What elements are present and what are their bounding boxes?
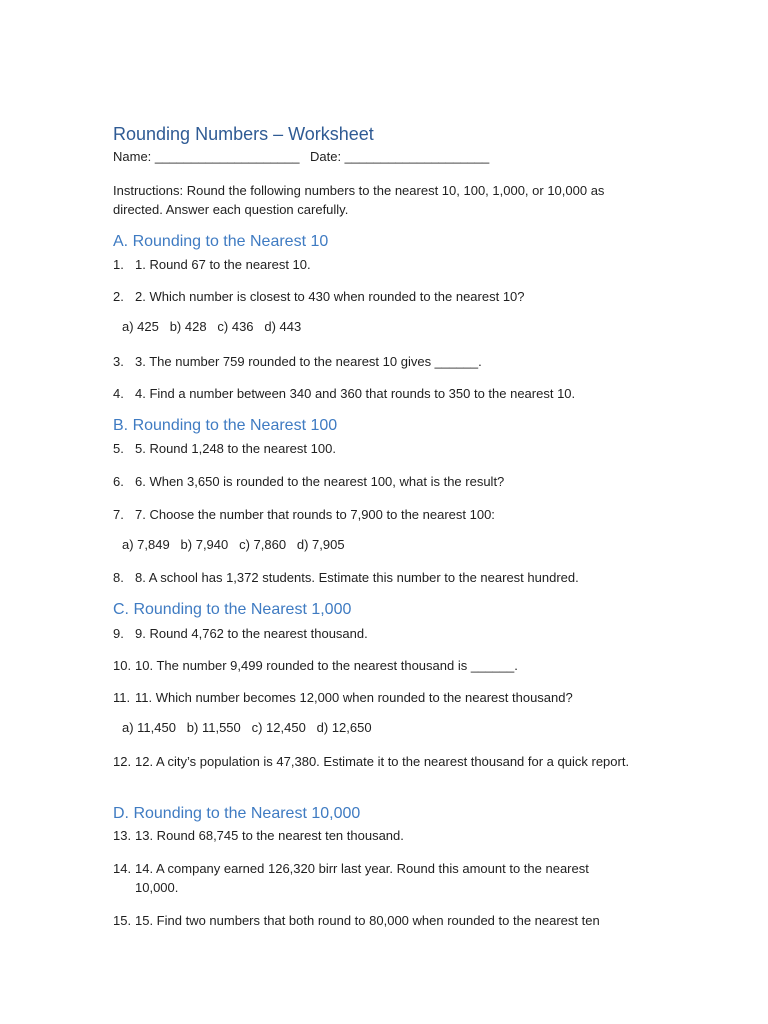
question-number: 4. xyxy=(113,386,124,401)
question-number: 8. xyxy=(113,570,124,585)
question-number: 2. xyxy=(113,289,124,304)
instructions-text: Instructions: Round the following numbers to the nearest 10, 100, 1,000, or 10,000 as directed. Answer each question carefully. xyxy=(113,183,605,217)
question-number: 7. xyxy=(113,507,124,522)
question-text: 14. A company earned 126,320 birr last year. Round this amount to the nearest 10,000. xyxy=(135,861,589,895)
question-text: 8. A school has 1,372 students. Estimate this number to the nearest hundred. xyxy=(135,570,579,585)
question-text: 3. The number 759 rounded to the nearest 10 gives ______. xyxy=(135,354,482,369)
question-number: 3. xyxy=(113,354,124,369)
date-field-line: Date: ____________________ xyxy=(310,149,490,164)
question-number: 1. xyxy=(113,257,124,272)
question-text: 9. Round 4,762 to the nearest thousand. xyxy=(135,626,368,641)
question-text: 13. Round 68,745 to the nearest ten thousand. xyxy=(135,828,404,843)
question-number: 13. xyxy=(113,828,132,843)
question-text: 2. Which number is closest to 430 when rounded to the nearest 10? xyxy=(135,289,525,304)
question-text: 11. Which number becomes 12,000 when rounded to the nearest thousand? xyxy=(135,690,573,705)
question-text: 5. Round 1,248 to the nearest 100. xyxy=(135,441,336,456)
question-number: 10. xyxy=(113,658,132,673)
question-text: 7. Choose the number that rounds to 7,900 to the nearest 100: xyxy=(135,507,495,522)
question-text: 15. Find two numbers that both round to 80,000 when rounded to the nearest ten xyxy=(135,913,600,928)
question-number: 5. xyxy=(113,441,124,456)
question-number: 15. xyxy=(113,913,132,928)
worksheet-title: Rounding Numbers – Worksheet xyxy=(113,124,374,144)
answer-options: a) 425 b) 428 c) 436 d) 443 xyxy=(122,319,302,334)
section-heading-b: B. Rounding to the Nearest 100 xyxy=(113,417,338,434)
question-number: 6. xyxy=(113,474,124,489)
question-number: 9. xyxy=(113,626,124,641)
answer-options: a) 11,450 b) 11,550 c) 12,450 d) 12,650 xyxy=(122,720,372,735)
question-number: 11. xyxy=(113,690,131,705)
question-number: 14. xyxy=(113,861,132,876)
section-heading-d: D. Rounding to the Nearest 10,000 xyxy=(113,805,361,822)
section-heading-c: C. Rounding to the Nearest 1,000 xyxy=(113,601,352,618)
section-heading-a: A. Rounding to the Nearest 10 xyxy=(113,233,329,250)
question-number: 12. xyxy=(113,754,132,769)
question-text: 1. Round 67 to the nearest 10. xyxy=(135,257,311,272)
question-text: 12. A city’s population is 47,380. Estimate it to the nearest thousand for a quick report. xyxy=(135,754,630,769)
answer-options: a) 7,849 b) 7,940 c) 7,860 d) 7,905 xyxy=(122,537,345,552)
question-text: 6. When 3,650 is rounded to the nearest 100, what is the result? xyxy=(135,474,505,489)
question-text: 10. The number 9,499 rounded to the nearest thousand is ______. xyxy=(135,658,518,673)
name-field-line: Name: ____________________ xyxy=(113,149,300,164)
question-text: 4. Find a number between 340 and 360 that rounds to 350 to the nearest 10. xyxy=(135,386,576,401)
